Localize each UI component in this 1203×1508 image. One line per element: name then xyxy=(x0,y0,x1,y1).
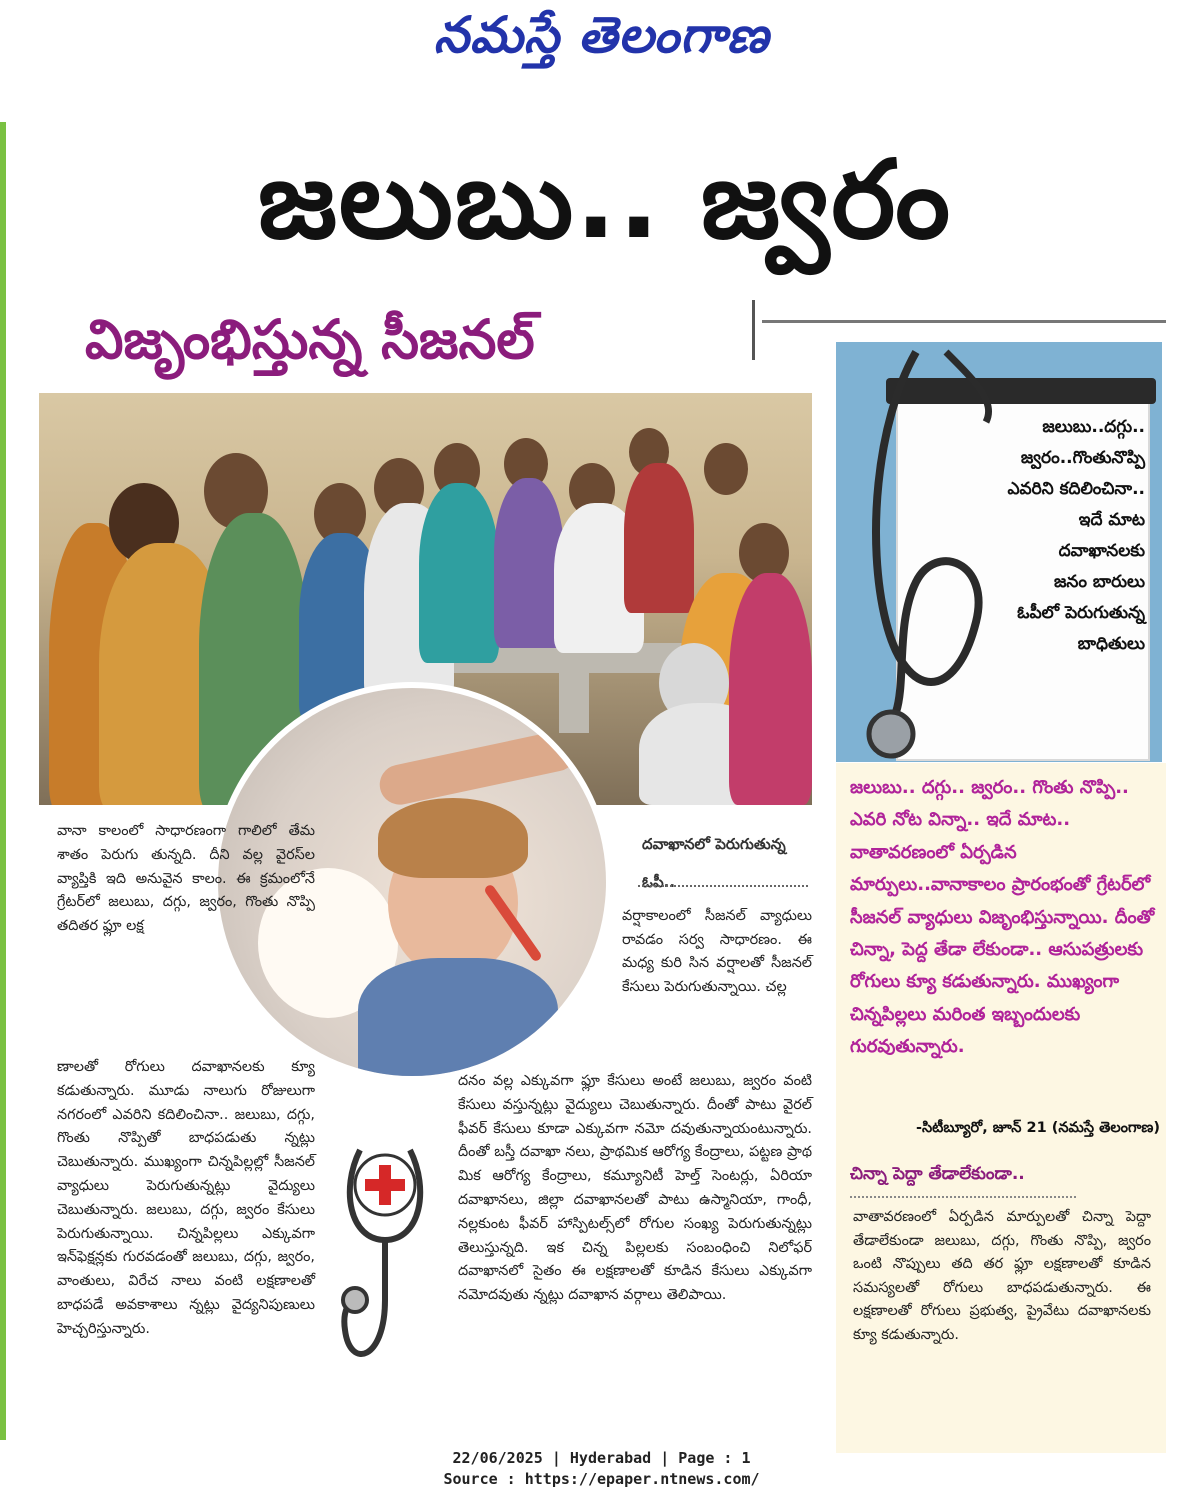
headline: జలుబు.. జ్వరం xyxy=(257,138,953,263)
article-column-2-bottom: దనం వల్ల ఎక్కువగా ఫ్లూ కేసులు అంటే జలుబు, జ్వరం వంటి కేసులు వస్తున్నట్లు వైద్యులు చెబుతున్నారు. దీంతో పాటు వైరల్ ఫీవర్ కేసులు కూడా ఎక్కువగా నమో దవుతున్నాయంటున్నారు. దీంతో బస్తీ దవాఖా నలు, ప్రాథమిక ఆరోగ్య కేంద్రాలు, పట్టణ ప్రాథ మిక ఆరోగ్య కేంద్రాలు, కమ్యూనిటీ హెల్త్ సెంటర్లు, ఏరియా దవాఖానలు, జిల్లా దవాఖానలతో పాటు ఉస్మానియా, గాంధీ, నల్లకుంట ఫీవర్ హాస్పిటల్స్‌లో రోగుల సంఖ్య పెరుగుతున్నట్లు తెలుస్తున్నది. ఇక చిన్న పిల్లలకు సంబంధించి నిలోఫర్ దవాఖానలో సైతం ఈ లక్షణాలతో కూడిన కేసులు ఎక్కువగా నమోదవుతు న్నట్లు దవాఖాన వర్గాలు తెలిపాయి. xyxy=(458,1073,812,1304)
intro-paragraph: జలుబు.. దగ్గు.. జ్వరం.. గొంతు నొప్పి.. ఎవరి నోట విన్నా.. ఇదే మాట.. వాతావరణంలో ఏర్పడిన మార్పులు..వానాకాలం ప్రారంభంతో గ్రేటర్‌లో సీజనల్ వ్యాధులు విజృంభిస్తున్నాయి. దీంతో చిన్నా, పెద్ద తేడా లేకుండా.. ఆసుపత్రులకు రోగులు క్యూ కడుతున్నారు. ముఖ్యంగా చిన్నపిల్లలు మరింత ఇబ్బందులకు గురవుతున్నారు. xyxy=(850,777,1155,1058)
footer-source-line: Source : https://epaper.ntnews.com/ xyxy=(443,1470,760,1488)
article-column-1-bottom: ణాలతో రోగులు దవాఖానలకు క్యూ కడుతున్నారు. మూడు నాలుగు రోజులుగా నగరంలో ఎవరిని కదిలించినా.. జలుబు, దగ్గు, గొంతు నొప్పితో బాధపడుతు న్నట్లు చెబుతున్నారు. ముఖ్యంగా చిన్నపిల్లల్లో సీజనల్ వ్యాధులు పెరుగుతున్నట్లు వైద్యులు చెబుతున్నారు. జలుబు, దగ్గు, జ్వరం కేసులు పెరుగుతున్నాయి. చిన్నపిల్లలు ఎక్కువగా ఇన్‌ఫెక్షన్లకు గురవడంతో జలుబు, దగ్గు, జ్వరం, వాంతులు, విరేచ నాలు వంటి లక్షణాలతో బాధపడే అవకాశాలు న్నట్లు వైద్యనిపుణులు హెచ్చరిస్తున్నారు. xyxy=(57,1059,315,1337)
clipboard-line: దవాఖానలకు xyxy=(1058,541,1145,561)
clipboard-text xyxy=(955,412,1145,660)
subheadline: విజృంభిస్తున్న సీజనల్ xyxy=(85,308,535,371)
page-footer xyxy=(0,1448,1203,1490)
clipboard-line: ఎవరిని కదిలించినా.. xyxy=(1007,479,1145,499)
divider-horizontal xyxy=(762,320,1166,323)
article-column-1-top: వానా కాలంలో సాధారణంగా గాలిలో తేమ శాతం పెరుగు తున్నది. దీని వల్ల వైరస్‌ల వ్యాప్తికి ఇది అనువైన కాలం. ఈ క్రమంలోనే గ్రేటర్‌లో జలుబు, దగ్గు, జ్వరం, గొంతు నొప్పి తదితర ఫ్లూ లక్ష xyxy=(57,823,315,935)
clipboard-line: జలుబు..దగ్గు.. xyxy=(1042,417,1145,437)
clipboard-line: జ్వరం..గొంతునొప్పి xyxy=(1020,448,1145,468)
article-column-2-top: వర్షాకాలంలో సీజనల్ వ్యాధులు రావడం సర్వ సాధారణం. ఈ మధ్య కురి సిన వర్షాలతో సీజనల్ కేసులు పెరుగుతున్నాయి. చల్ల xyxy=(622,908,812,996)
clipboard-line: బాధితులు xyxy=(1077,634,1145,654)
column-2-heading: దవాఖానలో పెరుగుతున్న ఓపీ.. xyxy=(642,835,786,891)
divider-vertical xyxy=(752,300,755,360)
clipboard-line: ఓపీలో పెరుగుతున్న xyxy=(1017,603,1145,623)
clipboard-line: ఇదే మాట xyxy=(1078,510,1145,530)
clipboard-line: జనం బారులు xyxy=(1053,572,1145,592)
dateline-credit: -సిటీబ్యూరో, జూన్ 21 (నమస్తే తెలంగాణ) xyxy=(915,1120,1160,1136)
red-cross-stethoscope-icon xyxy=(330,1130,440,1410)
box-body: వాతావరణంలో ఏర్పడిన మార్పులతో చిన్నా పెద్దా తేడాలేకుండా జలుబు, దగ్గు, గొంతు నొప్పి, జ్వరం ఒంటి నొప్పులు తది తర ఫ్లూ లక్షణాలతో కూడిన సమస్యలతో రోగులు బాధపడుతున్నారు. ఈ లక్షణాలతో రోగులు ప్రభుత్వ, ప్రైవేటు దవాఖానలకు క్యూ కడుతున్నారు. xyxy=(853,1209,1151,1343)
page-edge-bar xyxy=(0,122,6,1440)
box-heading: చిన్నా పెద్దా తేడాలేకుండా.. xyxy=(850,1164,1076,1198)
masthead-logo: నమస్తే తెలంగాణ xyxy=(433,6,770,64)
column-2-heading-rule xyxy=(638,885,808,887)
footer-date-line: 22/06/2025 | Hyderabad | Page : 1 xyxy=(452,1449,751,1467)
